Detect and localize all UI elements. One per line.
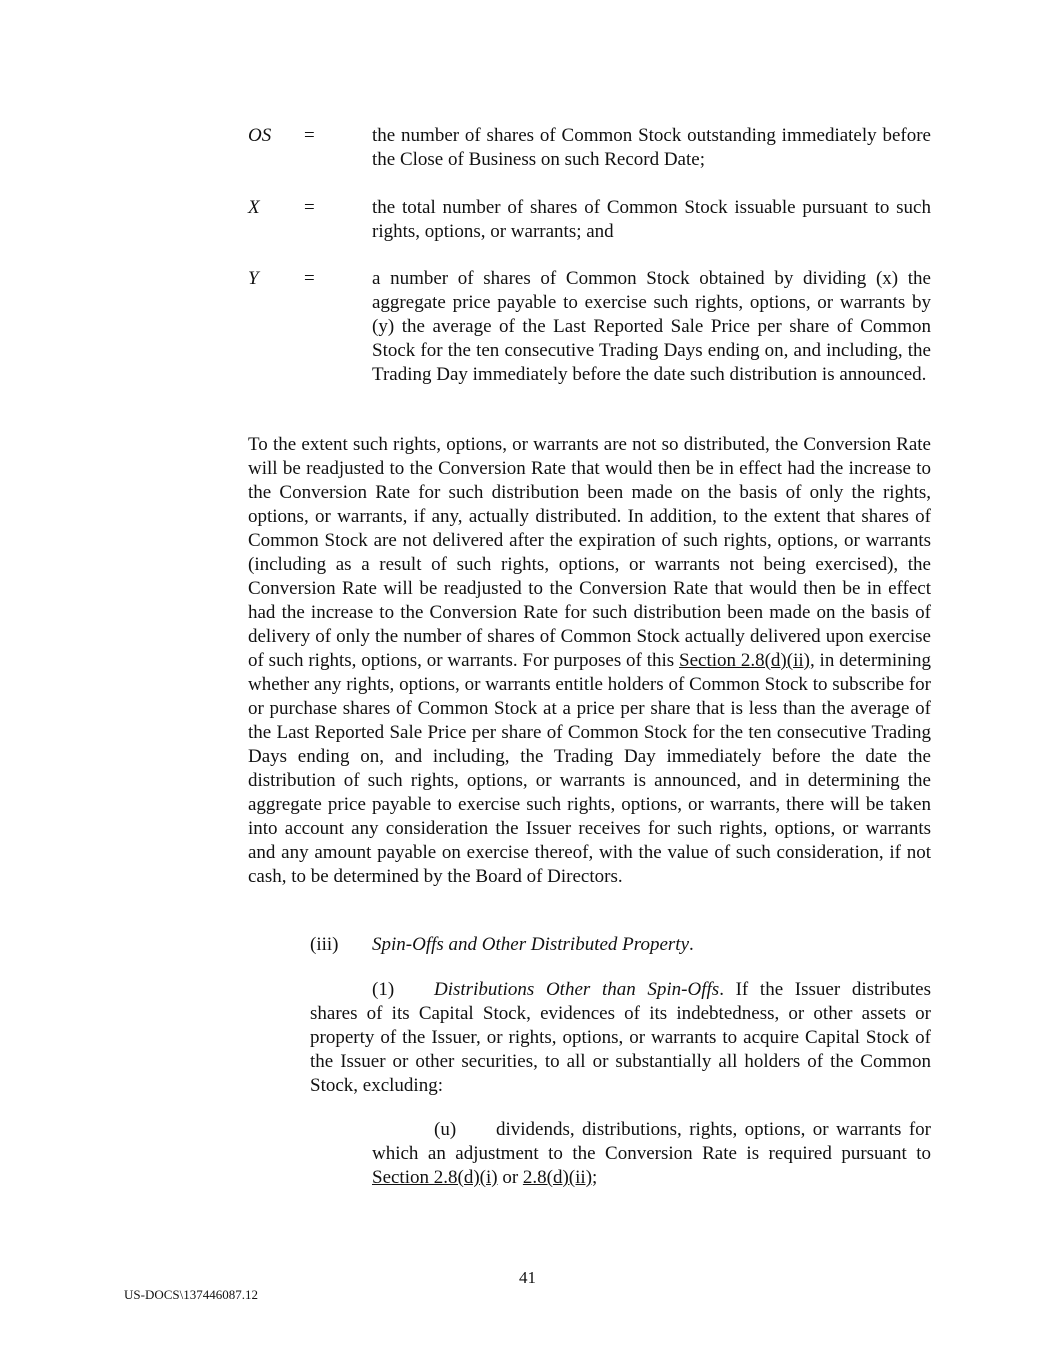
page-number: 41 [519, 1268, 536, 1287]
paragraph-text: To the extent such rights, options, or warrants are not so distributed, the Conversion Rate will be readjusted to the Conversion Rate that would then be in effect had the increase to the Conversion Rate for such distribution been made on the basis of only the rights, options, or warrants, if any, actually distributed. In addition, to the extent that shares of Common Stock are not delivered after the expiration of such rights, options, or warrants (including as a result of such rights, options, or warrants not being exercised), the Conversion Rate will be readjusted to the Conversion Rate that would then be in effect had the increase to the Conversion Rate for such distribution been made on the basis of delivery of only the number of shares of Common Stock actually delivered upon exercise of such rights, options, or warrants. For purposes of this [248, 434, 931, 671]
subsection-1-paragraph [310, 978, 931, 1098]
subsection-text: or [497, 1167, 523, 1188]
readjustment-paragraph [248, 433, 931, 889]
definition-text: the number of shares of Common Stock outstanding immediately before the Close of Business on such Record Date; [372, 125, 931, 170]
section-title-period: . [689, 934, 694, 955]
definition-equals: = [304, 125, 315, 146]
definition-os [248, 124, 931, 172]
section-reference-link[interactable]: 2.8(d)(ii) [522, 1167, 593, 1188]
section-reference-link[interactable]: Section 2.8(d)(i) [372, 1167, 498, 1188]
document-id: US-DOCS\137446087.12 [124, 1287, 258, 1302]
section-title: Spin-Offs and Other Distributed Property [372, 934, 689, 955]
paragraph-text: , in determining whether any rights, options, or warrants entitle holders of Common Stock to subscribe for or purchase shares of Common Stock at a price per share that is less than the average of the Last Reported Sale Price per share of Common Stock for the ten consecutive Trading Days ending on, and including, the Trading Day immediately before the date the distribution of such rights, options, or warrants is announced, and in determining the aggregate price payable to exercise such rights, options, or warrants, there will be taken into account any consideration the Issuer receives for such rights, options, or warrants and any amount payable on exercise thereof, with the value of such consideration, if not cash, to be determined by the Board of Directors. [248, 650, 931, 887]
definition-variable: OS [248, 125, 272, 146]
subsection-number: (1) [372, 979, 395, 1000]
subsection-text: . If the Issuer distributes shares of its Capital Stock, evidences of its indebtedness, or other assets or property of the Issuer, or rights, options, or warrants to acquire Capital Stock of the Issuer or other securities, to all or substantially all holders of the Common Stock, excluding: [310, 979, 932, 1096]
subsection-title: Distributions Other than Spin-Offs [434, 979, 720, 1000]
definition-variable: Y [248, 268, 259, 289]
definition-y [248, 267, 931, 387]
section-number: (iii) [310, 934, 339, 955]
section-iii-heading [310, 933, 931, 957]
definition-equals: = [304, 268, 315, 289]
subsection-u-paragraph [372, 1118, 931, 1190]
subsection-text: ; [592, 1167, 598, 1188]
definition-x [248, 196, 931, 244]
section-reference-link[interactable]: Section 2.8(d)(ii) [679, 650, 810, 671]
subsection-text: dividends, distributions, rights, options, or warrants for which an adjustment to the Conversion Rate is required pursuant to [372, 1119, 931, 1164]
subsection-number: (u) [434, 1119, 457, 1140]
definition-text: the total number of shares of Common Stock issuable pursuant to such rights, options, or warrants; and [372, 197, 931, 242]
definition-text: a number of shares of Common Stock obtained by dividing (x) the aggregate price payable to exercise such rights, options, or warrants by (y) the average of the Last Reported Sale Price per share of Common Stock for the ten consecutive Trading Days ending on, and including, the Trading Day immediately before the date such distribution is announced. [372, 268, 931, 385]
definition-variable: X [248, 197, 260, 218]
definition-equals: = [304, 197, 315, 218]
